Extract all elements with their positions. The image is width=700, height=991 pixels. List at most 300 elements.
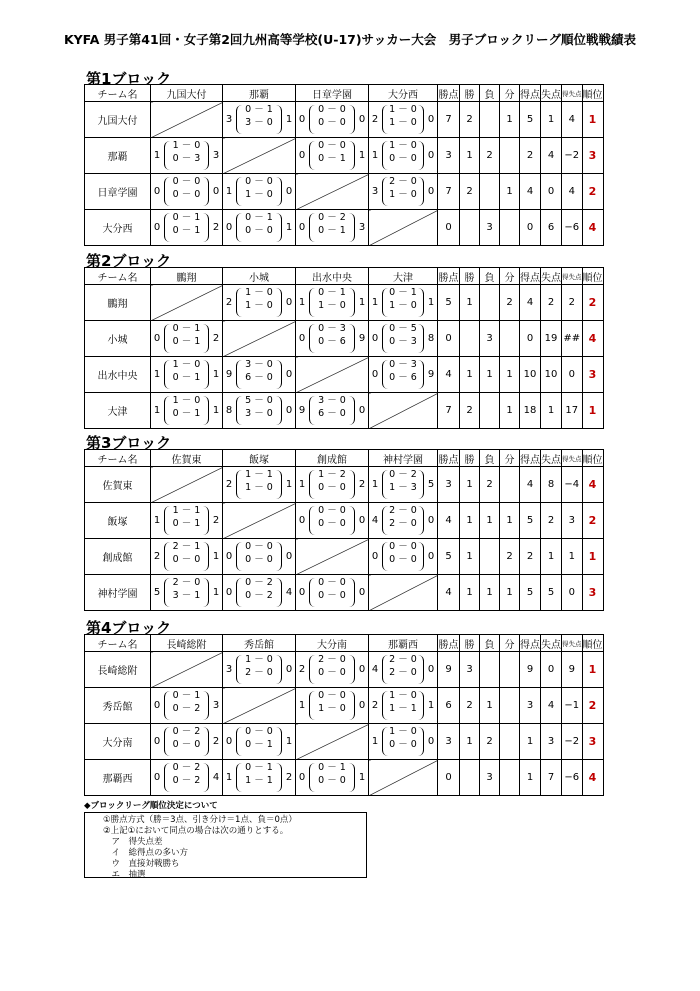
header-row (85, 635, 604, 652)
goals-for-cell: 2 (520, 539, 541, 575)
second-half-score: 0 － 0 (172, 189, 201, 200)
second-half-score: 0 － 2 (172, 703, 201, 714)
header-cell: 順位 (582, 85, 603, 102)
match-cell (151, 393, 223, 429)
goals-for-cell: 4 (520, 467, 541, 503)
match-score (223, 467, 295, 502)
total-goals-for: 0 (298, 222, 306, 233)
total-goals-against: 2 (212, 736, 220, 747)
goals-against-cell: 0 (541, 652, 562, 688)
second-half-score: 0 － 0 (318, 482, 346, 493)
match-cell (296, 393, 369, 429)
match-cell (369, 503, 438, 539)
match-score (296, 321, 368, 356)
first-half-score: 0 － 1 (245, 104, 273, 115)
header-team-name: 秀岳館 (223, 635, 296, 652)
match-cell (369, 539, 438, 575)
header-team-name: 創成館 (296, 450, 369, 467)
losses-cell: 1 (480, 357, 500, 393)
total-goals-against: 4 (285, 587, 293, 598)
points-cell: 4 (438, 503, 460, 539)
goals-against-cell: 1 (541, 102, 562, 138)
wins-cell: 1 (460, 724, 480, 760)
first-half-score: 0 － 1 (318, 287, 346, 298)
header-cell: 勝 (460, 268, 480, 285)
match-cell (151, 321, 223, 357)
team-row (85, 503, 604, 539)
losses-cell: 1 (480, 503, 500, 539)
team-name: 大分南 (85, 724, 151, 760)
points-cell: 0 (438, 760, 460, 796)
total-goals-for: 0 (225, 736, 233, 747)
goals-against-cell: 4 (541, 138, 562, 174)
self-match-cell (151, 285, 223, 321)
header-team-name: 鵬翔 (151, 268, 223, 285)
first-half-score: 2 － 0 (389, 654, 417, 665)
total-goals-against: 9 (358, 333, 366, 344)
total-goals-against: 1 (285, 736, 293, 747)
total-goals-against: 3 (358, 222, 366, 233)
goal-diff-cell: −2 (562, 138, 583, 174)
total-goals-against: 2 (212, 222, 220, 233)
first-half-score: 0 － 0 (245, 541, 273, 552)
total-goals-against: 0 (358, 114, 366, 125)
rank-cell: 2 (582, 285, 603, 321)
header-cell: 分 (500, 268, 520, 285)
total-goals-for: 2 (298, 664, 306, 675)
total-goals-for: 0 (153, 772, 161, 783)
goals-for-cell: 5 (520, 503, 541, 539)
goals-for-cell: 5 (520, 575, 541, 611)
total-goals-against: 1 (212, 587, 220, 598)
total-goals-against: 0 (427, 186, 435, 197)
first-half-score: 0 － 1 (172, 323, 201, 334)
first-half-score: 0 － 0 (389, 541, 417, 552)
match-cell (223, 575, 296, 611)
match-score (223, 285, 295, 320)
goal-diff-cell: 2 (562, 285, 583, 321)
first-half-score: 0 － 3 (318, 323, 346, 334)
total-goals-against: 2 (212, 515, 220, 526)
goals-against-cell: 1 (541, 539, 562, 575)
goal-diff-cell: −2 (562, 724, 583, 760)
total-goals-against: 0 (285, 369, 293, 380)
team-row (85, 210, 604, 246)
points-cell: 7 (438, 393, 460, 429)
draws-cell: 2 (500, 539, 520, 575)
first-half-score: 2 － 0 (389, 505, 417, 516)
standings-table (84, 84, 604, 246)
draws-cell (500, 138, 520, 174)
match-score (369, 539, 437, 574)
total-goals-for: 8 (225, 405, 233, 416)
match-score (151, 393, 222, 428)
losses-cell (480, 285, 500, 321)
rank-cell: 3 (582, 724, 603, 760)
first-half-score: 0 － 0 (318, 577, 346, 588)
losses-cell: 2 (480, 467, 500, 503)
total-goals-for: 0 (298, 150, 306, 161)
header-cell: 勝点 (438, 85, 460, 102)
total-goals-for: 2 (225, 479, 233, 490)
first-half-score: 0 － 0 (318, 140, 346, 151)
header-team-name: 大津 (369, 268, 438, 285)
header-team-name: 九国大付 (151, 85, 223, 102)
match-score (151, 575, 222, 610)
second-half-score: 1 － 0 (318, 300, 346, 311)
header-cell: 得失点 (562, 85, 583, 102)
second-half-score: 0 － 3 (389, 336, 417, 347)
goals-against-cell: 2 (541, 285, 562, 321)
team-name: 長崎総附 (85, 652, 151, 688)
first-half-score: 1 － 0 (389, 140, 417, 151)
wins-cell: 3 (460, 652, 480, 688)
match-score (369, 138, 437, 173)
team-name: 日章学園 (85, 174, 151, 210)
goals-against-cell: 7 (541, 760, 562, 796)
goals-for-cell: 0 (520, 210, 541, 246)
match-cell (296, 760, 369, 796)
first-half-score: 0 － 0 (245, 176, 273, 187)
block-title: 第3ブロック (86, 434, 172, 452)
total-goals-against: 0 (427, 114, 435, 125)
second-half-score: 0 － 0 (318, 590, 346, 601)
total-goals-against: 0 (427, 551, 435, 562)
total-goals-for: 5 (153, 587, 161, 598)
rank-cell: 1 (582, 539, 603, 575)
first-half-score: 1 － 0 (389, 726, 417, 737)
total-goals-against: 3 (212, 150, 220, 161)
match-cell (296, 102, 369, 138)
wins-cell: 1 (460, 285, 480, 321)
team-name: 飯塚 (85, 503, 151, 539)
match-score (369, 357, 437, 392)
second-half-score: 3 － 1 (172, 590, 201, 601)
match-cell (223, 174, 296, 210)
total-goals-against: 1 (212, 551, 220, 562)
match-score (151, 174, 222, 209)
header-cell: 得失点 (562, 635, 583, 652)
match-cell (296, 321, 369, 357)
team-row (85, 285, 604, 321)
standings-table (84, 449, 604, 611)
total-goals-for: 1 (153, 150, 161, 161)
wins-cell: 2 (460, 688, 480, 724)
total-goals-against: 0 (427, 150, 435, 161)
total-goals-for: 0 (298, 772, 306, 783)
total-goals-against: 2 (358, 479, 366, 490)
match-score (369, 503, 437, 538)
match-score (223, 393, 295, 428)
goals-for-cell: 1 (520, 760, 541, 796)
wins-cell: 1 (460, 539, 480, 575)
team-name: 出水中央 (85, 357, 151, 393)
goals-for-cell: 4 (520, 174, 541, 210)
draws-cell: 2 (500, 285, 520, 321)
block-title: 第1ブロック (86, 70, 172, 88)
second-half-score: 0 － 1 (245, 739, 273, 750)
goals-against-cell: 1 (541, 393, 562, 429)
first-half-score: 5 － 0 (245, 395, 273, 406)
second-half-score: 0 － 1 (172, 336, 201, 347)
total-goals-for: 2 (371, 114, 379, 125)
wins-cell: 1 (460, 575, 480, 611)
match-cell (369, 467, 438, 503)
losses-cell: 1 (480, 688, 500, 724)
match-score (369, 321, 437, 356)
match-score (151, 138, 222, 173)
second-half-score: 1 － 0 (318, 703, 346, 714)
match-score (151, 210, 222, 245)
total-goals-for: 0 (298, 587, 306, 598)
second-half-score: 0 － 0 (318, 775, 346, 786)
total-goals-for: 1 (371, 479, 379, 490)
match-score (369, 688, 437, 723)
total-goals-for: 2 (371, 700, 379, 711)
self-match-cell (223, 688, 296, 724)
total-goals-for: 3 (371, 186, 379, 197)
match-score (151, 760, 222, 795)
losses-cell (480, 102, 500, 138)
total-goals-for: 0 (153, 222, 161, 233)
draws-cell (500, 688, 520, 724)
goal-diff-cell: 0 (562, 575, 583, 611)
total-goals-against: 0 (358, 664, 366, 675)
header-team-name: 佐賀東 (151, 450, 223, 467)
team-row (85, 357, 604, 393)
first-half-score: 1 － 0 (245, 287, 273, 298)
match-score (296, 285, 368, 320)
goal-diff-cell: 1 (562, 539, 583, 575)
second-half-score: 0 － 0 (245, 554, 273, 565)
ranking-notes (84, 801, 367, 878)
match-score (151, 539, 222, 574)
points-cell: 3 (438, 467, 460, 503)
second-half-score: 3 － 0 (245, 117, 273, 128)
block-title: 第2ブロック (86, 252, 172, 270)
match-cell (151, 138, 223, 174)
total-goals-against: 9 (427, 369, 435, 380)
first-half-score: 0 － 0 (318, 104, 346, 115)
note-line: ②上記①において同点の場合は次の通りとする。 (103, 826, 289, 836)
page-title: KYFA 男子第41回・女子第2回九州高等学校(U-17)サッカー大会 男子ブロックリーグ順位戦戦績表 (63, 32, 637, 47)
rank-cell: 3 (582, 357, 603, 393)
goals-for-cell: 1 (520, 724, 541, 760)
header-cell: 順位 (582, 635, 603, 652)
first-half-score: 1 － 1 (245, 469, 273, 480)
match-cell (369, 688, 438, 724)
total-goals-for: 1 (153, 515, 161, 526)
total-goals-for: 1 (298, 479, 306, 490)
header-row (85, 85, 604, 102)
total-goals-against: 1 (427, 297, 435, 308)
match-cell (151, 760, 223, 796)
header-cell: 失点 (541, 635, 562, 652)
wins-cell: 2 (460, 174, 480, 210)
first-half-score: 0 － 0 (245, 726, 273, 737)
second-half-score: 0 － 0 (389, 153, 417, 164)
header-cell: 勝点 (438, 450, 460, 467)
header-team-name: 小城 (223, 268, 296, 285)
goal-diff-cell: 0 (562, 357, 583, 393)
match-score (369, 724, 437, 759)
note-line: ア 得失点差 (103, 837, 163, 847)
self-match-cell (296, 539, 369, 575)
rank-cell: 1 (582, 393, 603, 429)
team-row (85, 575, 604, 611)
losses-cell: 1 (480, 575, 500, 611)
points-cell: 5 (438, 539, 460, 575)
goal-diff-cell: −6 (562, 760, 583, 796)
total-goals-against: 0 (358, 405, 366, 416)
header-cell: 順位 (582, 450, 603, 467)
match-cell (151, 724, 223, 760)
first-half-score: 0 － 1 (318, 762, 346, 773)
goals-against-cell: 8 (541, 467, 562, 503)
team-row (85, 102, 604, 138)
losses-cell: 2 (480, 138, 500, 174)
second-half-score: 2 － 0 (389, 518, 417, 529)
goals-for-cell: 2 (520, 138, 541, 174)
match-cell (151, 539, 223, 575)
match-cell (223, 357, 296, 393)
goal-diff-cell: −1 (562, 688, 583, 724)
first-half-score: 1 － 2 (318, 469, 346, 480)
losses-cell (480, 539, 500, 575)
total-goals-for: 0 (225, 551, 233, 562)
second-half-score: 0 － 0 (172, 554, 201, 565)
first-half-score: 0 － 2 (318, 212, 346, 223)
match-cell (296, 467, 369, 503)
match-score (223, 102, 295, 137)
total-goals-for: 0 (298, 114, 306, 125)
wins-cell: 1 (460, 357, 480, 393)
rank-cell: 4 (582, 210, 603, 246)
team-name: 小城 (85, 321, 151, 357)
self-match-cell (223, 138, 296, 174)
match-score (151, 724, 222, 759)
second-half-score: 0 － 2 (245, 590, 273, 601)
team-row (85, 174, 604, 210)
losses-cell: 3 (480, 210, 500, 246)
goal-diff-cell: 4 (562, 174, 583, 210)
second-half-score: 0 － 0 (318, 667, 346, 678)
points-cell: 3 (438, 138, 460, 174)
match-cell (369, 724, 438, 760)
points-cell: 4 (438, 575, 460, 611)
match-cell (223, 467, 296, 503)
points-cell: 5 (438, 285, 460, 321)
first-half-score: 3 － 0 (245, 359, 273, 370)
header-row (85, 268, 604, 285)
match-score (296, 102, 368, 137)
goal-diff-cell: 9 (562, 652, 583, 688)
header-team-name: 那覇 (223, 85, 296, 102)
header-team-name: 神村学園 (369, 450, 438, 467)
team-name: 九国大付 (85, 102, 151, 138)
total-goals-for: 1 (298, 297, 306, 308)
team-row (85, 760, 604, 796)
match-score (296, 467, 368, 502)
second-half-score: 0 － 0 (172, 739, 201, 750)
header-cell: 分 (500, 450, 520, 467)
draws-cell (500, 724, 520, 760)
team-name: 創成館 (85, 539, 151, 575)
match-cell (296, 652, 369, 688)
header-team-name: 出水中央 (296, 268, 369, 285)
match-score (369, 285, 437, 320)
note-line: エ 抽選 (103, 870, 146, 880)
goals-for-cell: 0 (520, 321, 541, 357)
match-score (151, 321, 222, 356)
goals-against-cell: 2 (541, 503, 562, 539)
match-cell (223, 760, 296, 796)
header-cell: 勝 (460, 635, 480, 652)
note-line: イ 総得点の多い方 (103, 848, 189, 858)
draws-cell: 1 (500, 174, 520, 210)
wins-cell (460, 210, 480, 246)
total-goals-against: 0 (358, 515, 366, 526)
second-half-score: 0 － 0 (318, 117, 346, 128)
match-score (296, 760, 368, 795)
draws-cell: 1 (500, 503, 520, 539)
first-half-score: 0 － 0 (172, 176, 201, 187)
match-cell (223, 393, 296, 429)
rank-cell: 2 (582, 174, 603, 210)
points-cell: 7 (438, 174, 460, 210)
header-team-name: 大分西 (369, 85, 438, 102)
first-half-score: 0 － 1 (245, 762, 273, 773)
self-match-cell (151, 652, 223, 688)
second-half-score: 0 － 6 (389, 372, 417, 383)
losses-cell: 3 (480, 760, 500, 796)
self-match-cell (223, 321, 296, 357)
second-half-score: 0 － 1 (172, 518, 201, 529)
total-goals-against: 0 (285, 405, 293, 416)
first-half-score: 0 － 2 (172, 726, 201, 737)
total-goals-for: 1 (153, 405, 161, 416)
match-score (151, 503, 222, 538)
match-cell (151, 174, 223, 210)
match-score (223, 575, 295, 610)
match-cell (369, 652, 438, 688)
total-goals-for: 1 (371, 297, 379, 308)
header-cell: 得失点 (562, 268, 583, 285)
match-cell (223, 539, 296, 575)
total-goals-for: 0 (225, 587, 233, 598)
total-goals-against: 8 (427, 333, 435, 344)
total-goals-against: 2 (212, 333, 220, 344)
match-cell (296, 575, 369, 611)
goal-diff-cell: 17 (562, 393, 583, 429)
rank-cell: 3 (582, 138, 603, 174)
first-half-score: 0 － 3 (389, 359, 417, 370)
match-cell (369, 285, 438, 321)
header-cell: 勝点 (438, 635, 460, 652)
match-score (296, 503, 368, 538)
header-cell: 得点 (520, 268, 541, 285)
second-half-score: 1 － 0 (245, 189, 273, 200)
team-name: 秀岳館 (85, 688, 151, 724)
wins-cell: 1 (460, 467, 480, 503)
first-half-score: 3 － 0 (318, 395, 346, 406)
header-team-name: 飯塚 (223, 450, 296, 467)
match-cell (223, 724, 296, 760)
losses-cell (480, 393, 500, 429)
note-line: ①勝点方式（勝＝3点、引き分け＝1点、負＝0点） (103, 815, 297, 825)
total-goals-for: 9 (225, 369, 233, 380)
header-cell: 失点 (541, 450, 562, 467)
